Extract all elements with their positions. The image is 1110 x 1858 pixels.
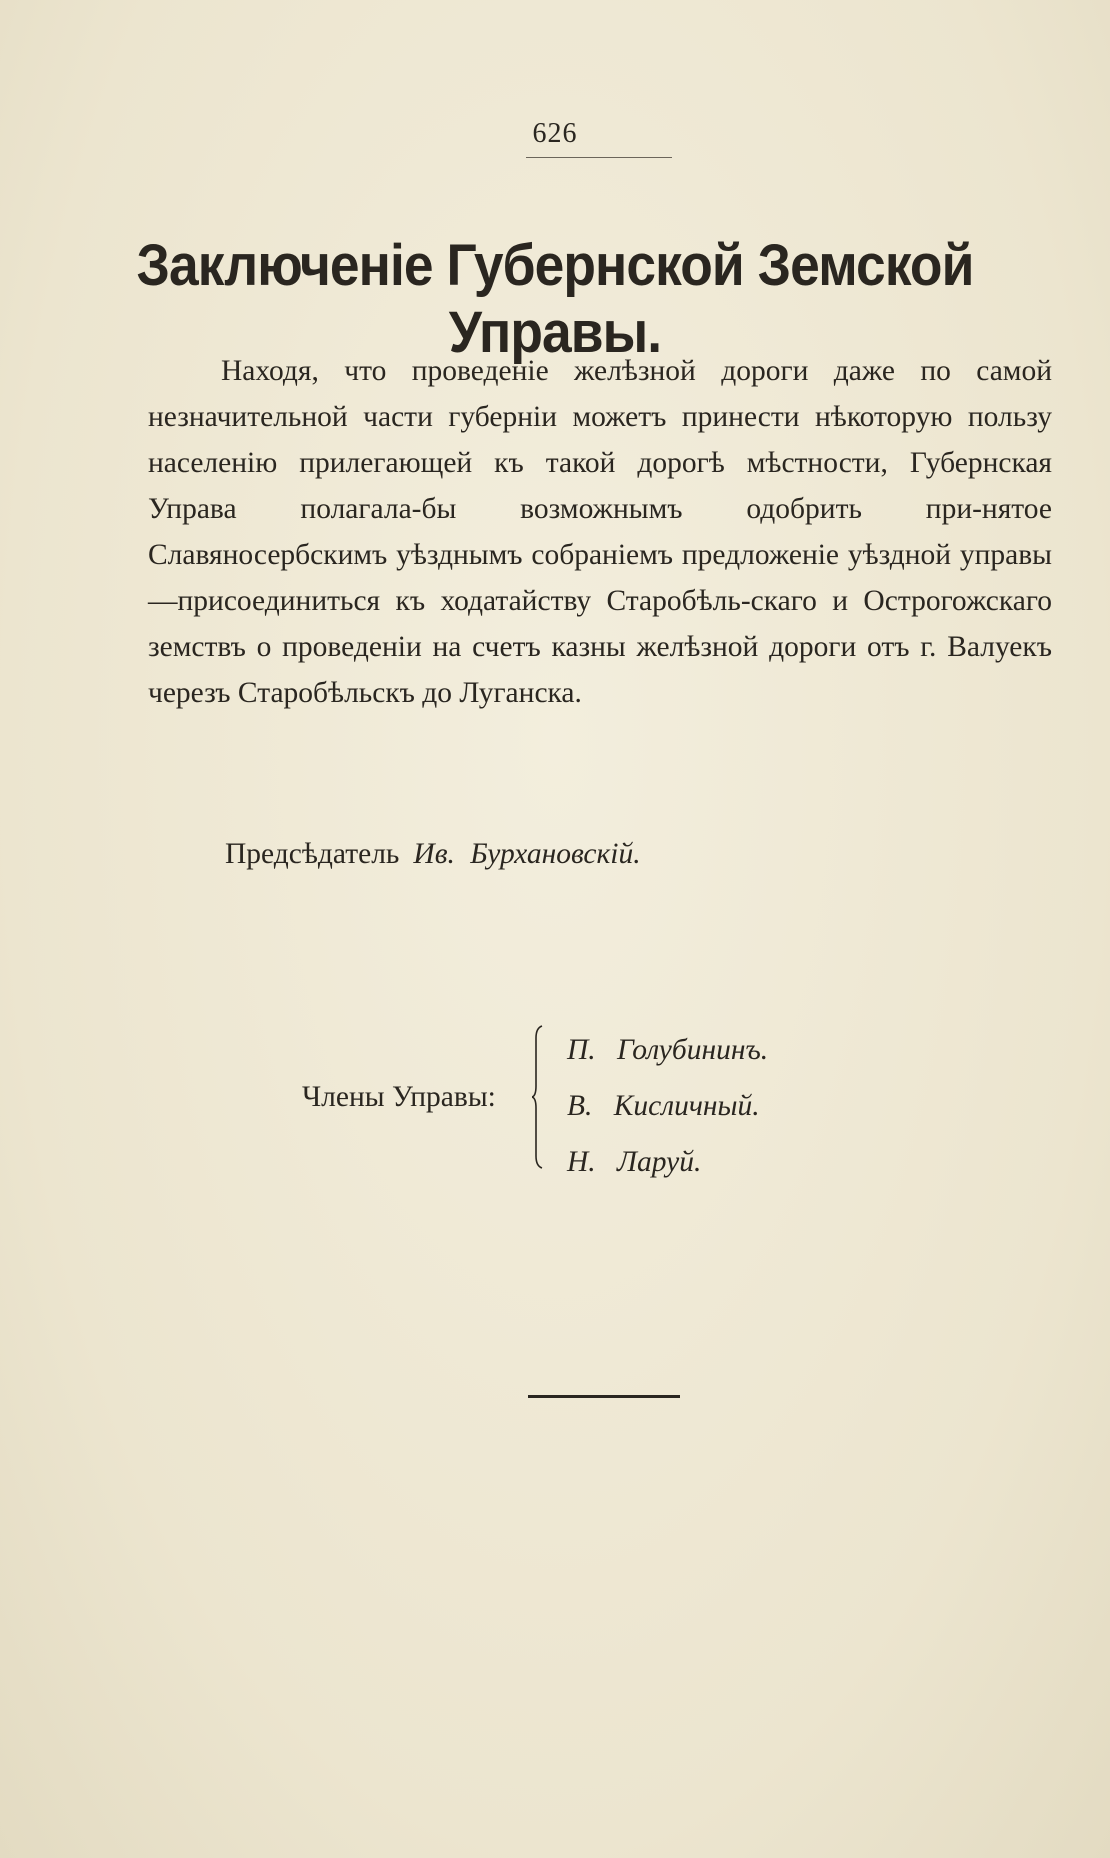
members-list [567,1022,768,1190]
chairman-name: Ив. Бурхановскій. [413,838,641,870]
body-paragraph: Находя, что проведеніе желѣзной дороги даже по самой незначительной части губерніи можетъ принести нѣкоторую пользу населенію прилегающей къ такой дорогѣ мѣстности, Губернская Управа полагала-бы возможнымъ одобрить при-нятое Славяносербскимъ уѣзднымъ собраніемъ предложеніе уѣздной управы—присоединиться къ ходатайству Старобѣль-скаго и Острогожскаго земствъ о проведеніи на счетъ казны желѣзной дороги отъ г. Валуекъ черезъ Старобѣльскъ до Луганска. [148,355,1052,709]
member-name: Н. Ларуй. [567,1146,702,1178]
members-brace [532,1024,546,1170]
members-label: Члены Управы: [302,1081,496,1113]
member-name: В. Кисличный. [567,1090,760,1122]
page-number: 626 [532,118,578,149]
chairman-label: Предсѣдатель [225,838,400,870]
end-rule [528,1395,680,1398]
member-name: П. Голубининъ. [567,1034,769,1066]
chairman-signature [225,838,641,871]
page-number-rule [526,157,672,158]
document-heading: Заключеніе Губернской Земской Управы. [136,233,974,365]
